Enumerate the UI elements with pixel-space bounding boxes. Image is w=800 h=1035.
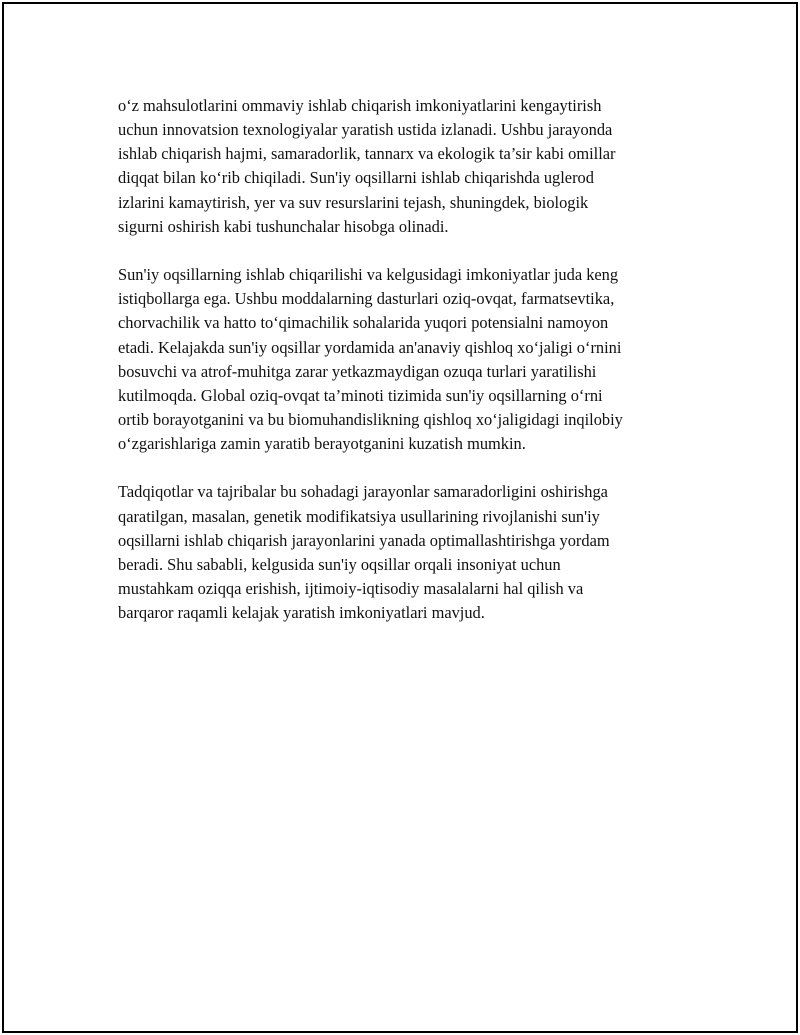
text-line: istiqbollarga ega. Ushbu moddalarning dasturlari oziq-ovqat, farmatsevtika, (118, 289, 615, 309)
document-body (118, 94, 704, 650)
text-line: diqqat bilan ko‘rib chiqiladi. Sun'iy oqsillarni ishlab chiqarishda uglerod (118, 168, 594, 188)
paragraph-2 (118, 263, 704, 456)
text-line: Sun'iy oqsillarning ishlab chiqarilishi va kelgusidagi imkoniyatlar juda keng (118, 265, 619, 285)
text-line: uchun innovatsion texnologiyalar yaratish ustida izlanadi. Ushbu jarayonda (118, 120, 613, 140)
text-line: oqsillarni ishlab chiqarish jarayonlarini yanada optimallashtirishga yordam (118, 530, 610, 550)
text-line: qaratilgan, masalan, genetik modifikatsiya usullarining rivojlanishi sun'iy (118, 506, 600, 526)
text-line: o‘zgarishlariga zamin yaratib berayotganini kuzatish mumkin. (118, 434, 526, 454)
paragraph-3 (118, 480, 704, 625)
text-line: kutilmoqda. Global oziq-ovqat ta’minoti tizimida sun'iy oqsillarning o‘rni (118, 385, 603, 405)
text-line: barqaror raqamli kelajak yaratish imkoniyatlari mavjud. (118, 603, 485, 623)
text-line: etadi. Kelajakda sun'iy oqsillar yordamida an'anaviy qishloq xo‘jaligi o‘rnini (118, 337, 622, 357)
text-line: beradi. Shu sababli, kelgusida sun'iy oqsillar orqali insoniyat uchun (118, 554, 561, 574)
text-line: mustahkam oziqqa erishish, ijtimoiy-iqtisodiy masalalarni hal qilish va (118, 579, 584, 599)
text-line: o‘z mahsulotlarini ommaviy ishlab chiqarish imkoniyatlarini kengaytirish (118, 96, 602, 115)
text-line: ishlab chiqarish hajmi, samaradorlik, tannarx va ekologik ta’sir kabi omillar (118, 144, 616, 164)
text-line: Tadqiqotlar va tajribalar bu sohadagi jarayonlar samaradorligini oshirishga (118, 482, 608, 502)
text-line: ortib borayotganini va bu biomuhandislikning qishloq xo‘jaligidagi inqilobiy (118, 410, 623, 430)
text-line: chorvachilik va hatto to‘qimachilik sohalarida yuqori potensialni namoyon (118, 313, 609, 333)
text-line: sigurni oshirish kabi tushunchalar hisobga olinadi. (118, 216, 449, 236)
text-line: bosuvchi va atrof-muhitga zarar yetkazmaydigan ozuqa turlari yaratilishi (118, 361, 597, 381)
text-line: izlarini kamaytirish, yer va suv resurslarini tejash, shuningdek, biologik (118, 192, 589, 212)
paragraph-1 (118, 94, 704, 239)
